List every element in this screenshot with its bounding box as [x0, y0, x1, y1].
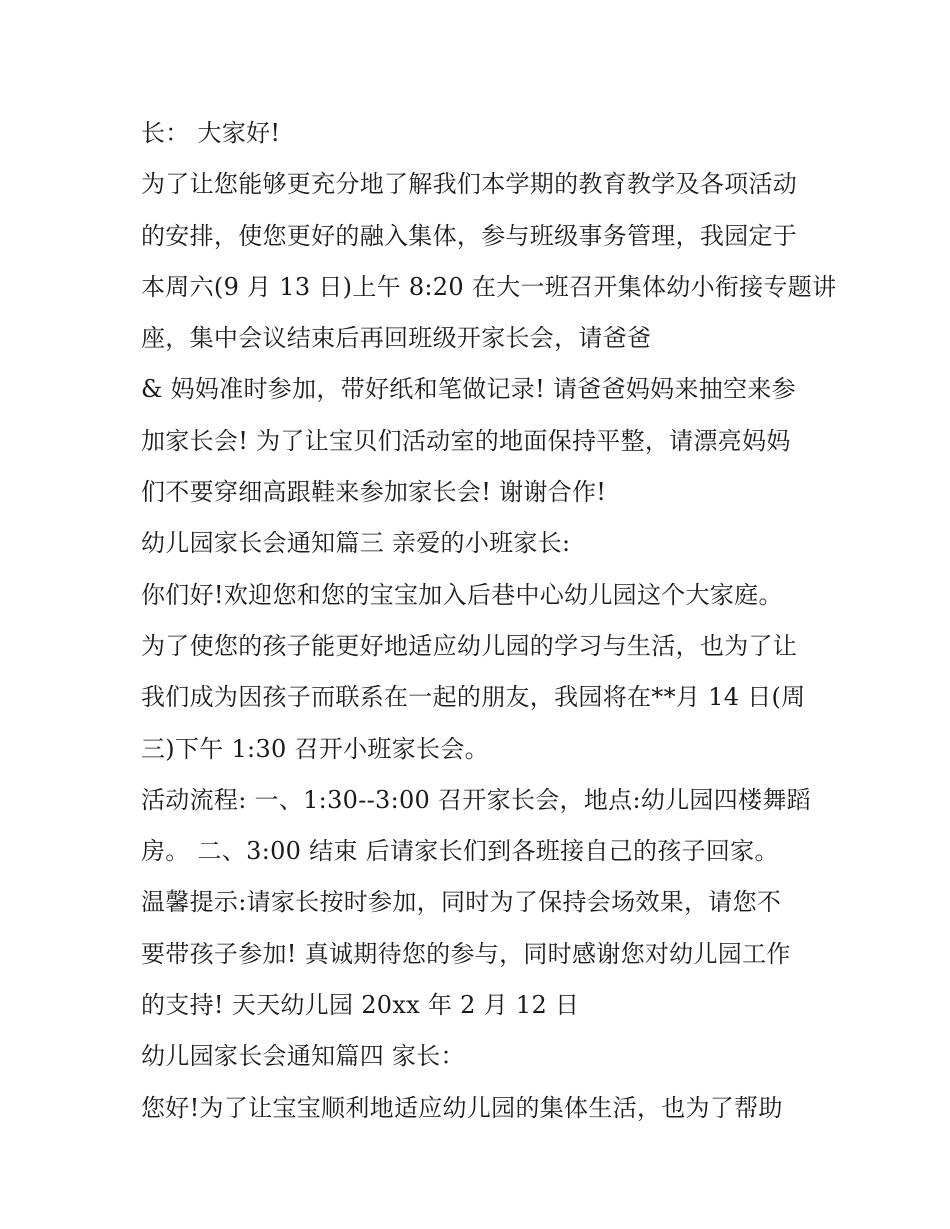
text-line: 座，集中会议结束后再回班级开家长会，请爸爸	[141, 324, 652, 353]
text-line: & 妈妈准时参加，带好纸和笔做记录! 请爸爸妈妈来抽空来参	[141, 375, 796, 404]
text-line: 你们好!欢迎您和您的宝宝加入后巷中心幼儿园这个大家庭。	[141, 580, 783, 609]
signature-line: 的支持! 天天幼儿园 20xx 年 2 月 12 日	[141, 991, 580, 1020]
section-heading-3: 幼儿园家长会通知篇三 亲爱的小班家长:	[141, 529, 571, 558]
text-line: 温馨提示:请家长按时参加，同时为了保持会场效果，请您不	[141, 888, 782, 917]
text-line: 要带孩子参加! 真诚期待您的参与，同时感谢您对幼儿园工作	[141, 939, 791, 968]
text-line: 本周六(9 月 13 日)上午 8:20 在大一班召开集体幼小衔接专题讲	[141, 272, 837, 301]
greeting-line: 长： 大家好!	[141, 119, 281, 147]
text-line: 为了让您能够更充分地了解我们本学期的教育教学及各项活动	[141, 170, 798, 199]
text-line: 三)下午 1:30 召开小班家长会。	[141, 734, 489, 763]
text-line: 活动流程: 一、1:30--3:00 召开家长会，地点:幼儿园四楼舞蹈	[141, 785, 811, 814]
text-line: 房。 二、3:00 结束 后请家长们到各班接自己的孩子回家。	[141, 837, 779, 866]
text-line: 您好!为了让宝宝顺利地适应幼儿园的集体生活，也为了帮助	[141, 1093, 783, 1122]
text-line: 为了使您的孩子能更好地适应幼儿园的学习与生活，也为了让	[141, 631, 798, 660]
text-line: 们不要穿细高跟鞋来参加家长会! 谢谢合作!	[141, 478, 607, 507]
text-line: 加家长会! 为了让宝贝们活动室的地面保持平整，请漂亮妈妈	[141, 426, 791, 455]
text-line: 我们成为因孩子而联系在一起的朋友，我园将在**月 14 日(周	[141, 683, 806, 712]
section-heading-4: 幼儿园家长会通知篇四 家长：	[141, 1042, 465, 1071]
text-line: 的安排，使您更好的融入集体，参与班级事务管理，我园定于	[141, 221, 798, 250]
document-body	[141, 108, 841, 1134]
